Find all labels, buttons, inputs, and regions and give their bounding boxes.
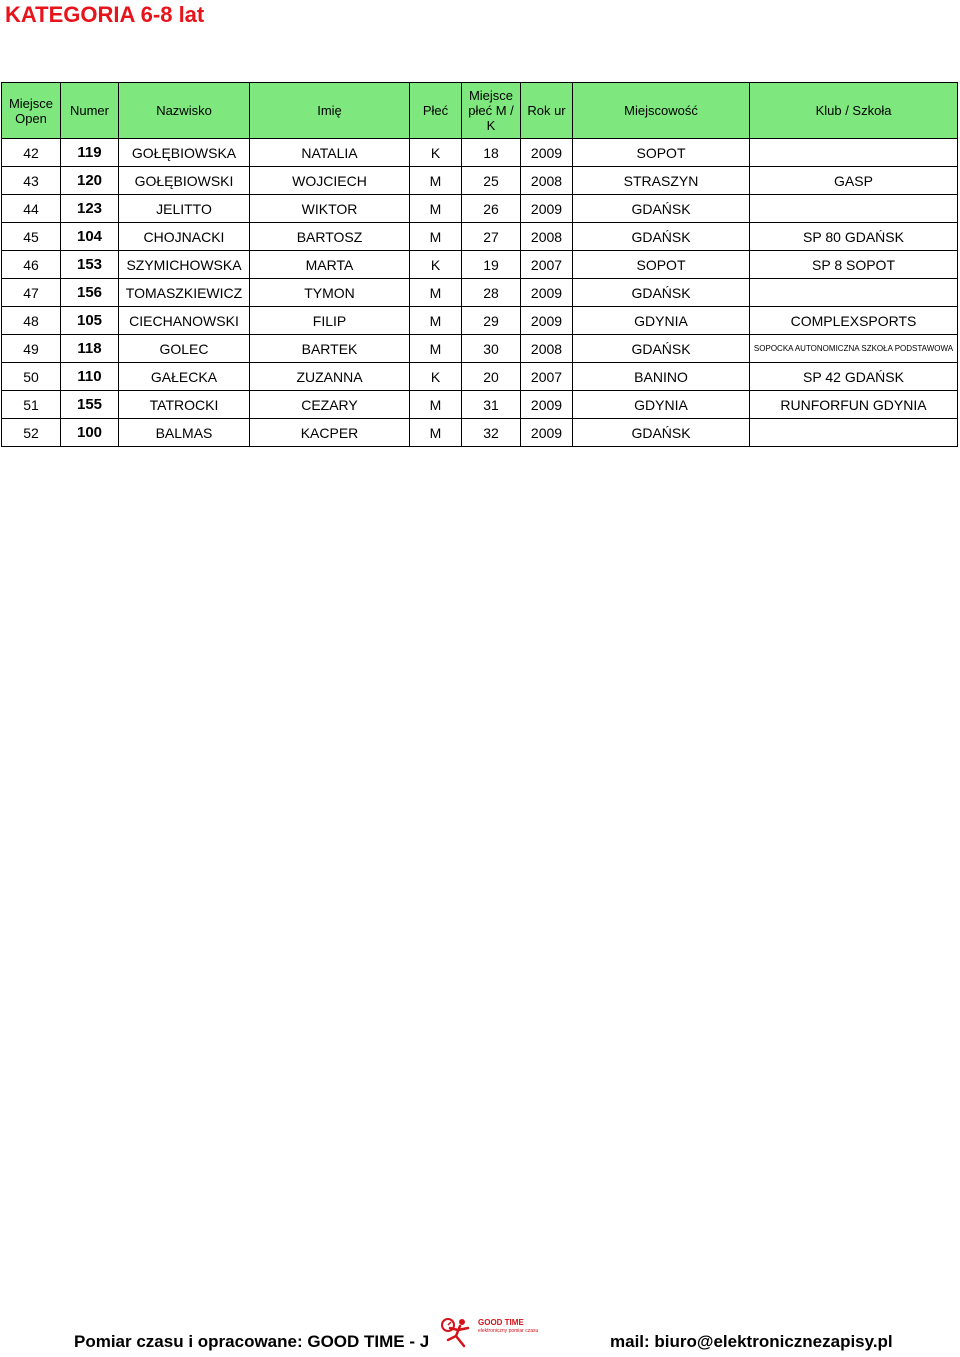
cell-open: 50 (2, 363, 61, 391)
cell-numer: 105 (61, 307, 119, 335)
cell-open: 52 (2, 419, 61, 447)
cell-klub (750, 419, 958, 447)
cell-plec: M (410, 279, 462, 307)
cell-nazwisko: BALMAS (119, 419, 250, 447)
cell-rok: 2009 (521, 419, 573, 447)
cell-numer: 155 (61, 391, 119, 419)
cell-imie: BARTOSZ (250, 223, 410, 251)
cell-miejscowosc: GDAŃSK (573, 223, 750, 251)
cell-open: 44 (2, 195, 61, 223)
cell-open: 43 (2, 167, 61, 195)
cell-plec: M (410, 335, 462, 363)
header-nazwisko: Nazwisko (119, 83, 250, 139)
cell-imie: WIKTOR (250, 195, 410, 223)
cell-plec: K (410, 139, 462, 167)
table-row (2, 195, 958, 223)
cell-rok: 2009 (521, 279, 573, 307)
cell-nazwisko: TATROCKI (119, 391, 250, 419)
cell-imie: FILIP (250, 307, 410, 335)
cell-open: 45 (2, 223, 61, 251)
cell-numer: 156 (61, 279, 119, 307)
cell-imie: NATALIA (250, 139, 410, 167)
cell-miejscowosc: GDYNIA (573, 391, 750, 419)
cell-rok: 2008 (521, 167, 573, 195)
cell-klub: RUNFORFUN GDYNIA (750, 391, 958, 419)
cell-miejscowosc: STRASZYN (573, 167, 750, 195)
footer-email: mail: biuro@elektronicznezapisy.pl (610, 1332, 893, 1351)
cell-nazwisko: GOLEC (119, 335, 250, 363)
cell-miejscowosc: BANINO (573, 363, 750, 391)
results-table (1, 82, 958, 447)
cell-imie: ZUZANNA (250, 363, 410, 391)
cell-nazwisko: GOŁĘBIOWSKI (119, 167, 250, 195)
cell-klub (750, 139, 958, 167)
cell-plec: K (410, 251, 462, 279)
cell-plec: M (410, 419, 462, 447)
cell-open: 48 (2, 307, 61, 335)
cell-miejscowosc: GDAŃSK (573, 195, 750, 223)
header-numer: Numer (61, 83, 119, 139)
cell-klub: SP 8 SOPOT (750, 251, 958, 279)
cell-miejsce-plec: 25 (462, 167, 521, 195)
cell-miejscowosc: GDAŃSK (573, 279, 750, 307)
cell-rok: 2009 (521, 391, 573, 419)
cell-numer: 120 (61, 167, 119, 195)
logo-main-text: GOOD TIME (478, 1318, 524, 1327)
cell-miejsce-plec: 27 (462, 223, 521, 251)
cell-klub: SP 80 GDAŃSK (750, 223, 958, 251)
table-row (2, 363, 958, 391)
cell-open: 46 (2, 251, 61, 279)
cell-plec: M (410, 195, 462, 223)
logo-sub-text: elektroniczny pomiar czasu (478, 1328, 539, 1334)
cell-miejsce-plec: 29 (462, 307, 521, 335)
cell-imie: KACPER (250, 419, 410, 447)
cell-nazwisko: GAŁECKA (119, 363, 250, 391)
cell-imie: WOJCIECH (250, 167, 410, 195)
cell-open: 42 (2, 139, 61, 167)
cell-nazwisko: GOŁĘBIOWSKA (119, 139, 250, 167)
cell-miejscowosc: GDYNIA (573, 307, 750, 335)
cell-rok: 2007 (521, 363, 573, 391)
cell-klub: COMPLEXSPORTS (750, 307, 958, 335)
cell-rok: 2009 (521, 195, 573, 223)
table-header (2, 83, 958, 139)
cell-miejscowosc: GDAŃSK (573, 335, 750, 363)
cell-plec: K (410, 363, 462, 391)
table-row (2, 139, 958, 167)
cell-plec: M (410, 307, 462, 335)
cell-numer: 123 (61, 195, 119, 223)
cell-imie: MARTA (250, 251, 410, 279)
cell-open: 49 (2, 335, 61, 363)
table-row (2, 167, 958, 195)
header-miejscowosc: Miejscowość (573, 83, 750, 139)
cell-numer: 110 (61, 363, 119, 391)
cell-rok: 2009 (521, 139, 573, 167)
cell-klub: SP 42 GDAŃSK (750, 363, 958, 391)
cell-imie: TYMON (250, 279, 410, 307)
cell-numer: 153 (61, 251, 119, 279)
cell-nazwisko: CIECHANOWSKI (119, 307, 250, 335)
cell-miejsce-plec: 19 (462, 251, 521, 279)
cell-numer: 119 (61, 139, 119, 167)
cell-miejsce-plec: 31 (462, 391, 521, 419)
cell-rok: 2008 (521, 335, 573, 363)
cell-imie: CEZARY (250, 391, 410, 419)
cell-miejsce-plec: 32 (462, 419, 521, 447)
table-row (2, 307, 958, 335)
header-row (2, 83, 958, 139)
header-rok-ur: Rok ur (521, 83, 573, 139)
cell-klub (750, 279, 958, 307)
cell-rok: 2008 (521, 223, 573, 251)
page-footer (0, 1316, 960, 1354)
cell-imie: BARTEK (250, 335, 410, 363)
cell-plec: M (410, 167, 462, 195)
cell-miejsce-plec: 18 (462, 139, 521, 167)
cell-nazwisko: TOMASZKIEWICZ (119, 279, 250, 307)
cell-miejsce-plec: 26 (462, 195, 521, 223)
cell-nazwisko: CHOJNACKI (119, 223, 250, 251)
cell-klub (750, 195, 958, 223)
footer-credits: Pomiar czasu i opracowane: GOOD TIME - J (74, 1332, 430, 1351)
table-row (2, 335, 958, 363)
cell-numer: 100 (61, 419, 119, 447)
cell-miejsce-plec: 28 (462, 279, 521, 307)
table-row (2, 251, 958, 279)
cell-nazwisko: SZYMICHOWSKA (119, 251, 250, 279)
cell-miejscowosc: SOPOT (573, 251, 750, 279)
cell-numer: 104 (61, 223, 119, 251)
table-row (2, 419, 958, 447)
cell-miejsce-plec: 20 (462, 363, 521, 391)
header-plec: Płeć (410, 83, 462, 139)
cell-plec: M (410, 223, 462, 251)
header-klub: Klub / Szkoła (750, 83, 958, 139)
cell-miejscowosc: SOPOT (573, 139, 750, 167)
cell-numer: 118 (61, 335, 119, 363)
cell-open: 47 (2, 279, 61, 307)
runner-stopwatch-icon (436, 1316, 476, 1352)
header-imie: Imię (250, 83, 410, 139)
table-row (2, 391, 958, 419)
table-body (2, 139, 958, 447)
cell-miejsce-plec: 30 (462, 335, 521, 363)
header-miejsce-open: Miejsce Open (2, 83, 61, 139)
table-row (2, 223, 958, 251)
header-miejsce-plec: Miejsce płeć M / K (462, 83, 521, 139)
table-row (2, 279, 958, 307)
cell-rok: 2009 (521, 307, 573, 335)
good-time-logo (436, 1316, 546, 1352)
cell-plec: M (410, 391, 462, 419)
cell-rok: 2007 (521, 251, 573, 279)
page-title: KATEGORIA 6-8 lat (5, 2, 205, 27)
cell-miejscowosc: GDAŃSK (573, 419, 750, 447)
cell-open: 51 (2, 391, 61, 419)
cell-klub: SOPOCKA AUTONOMICZNA SZKOŁA PODSTAWOWA (750, 335, 958, 363)
cell-klub: GASP (750, 167, 958, 195)
cell-nazwisko: JELITTO (119, 195, 250, 223)
